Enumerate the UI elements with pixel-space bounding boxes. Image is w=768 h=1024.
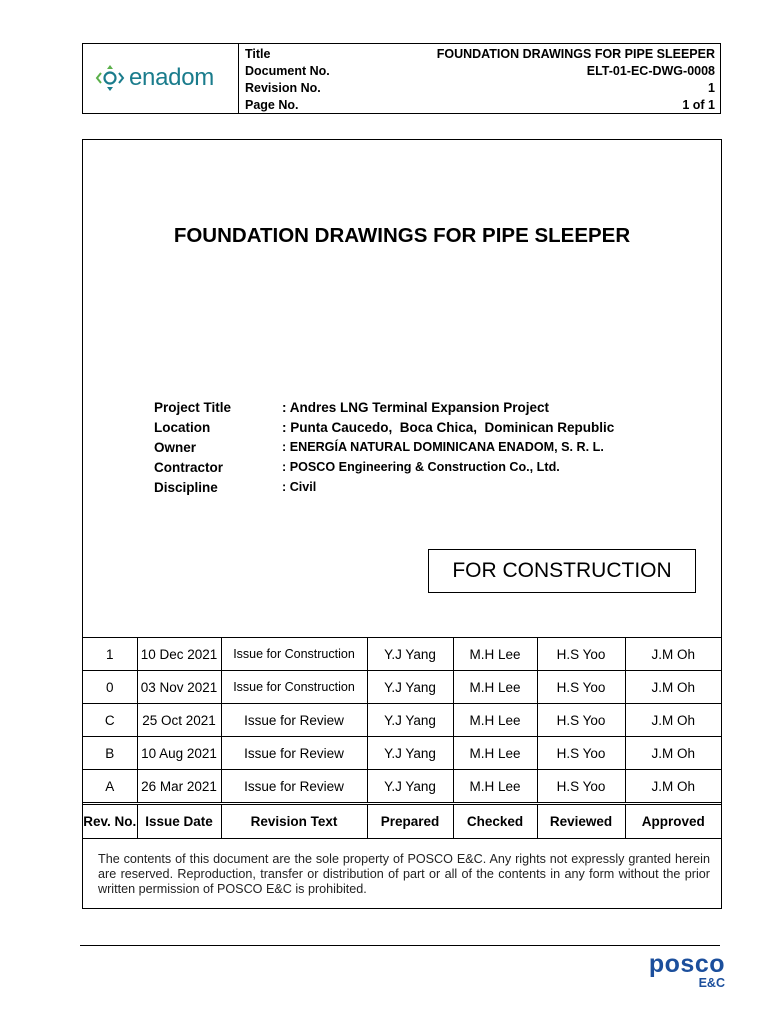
- reviewed-cell: H.S Yoo: [537, 638, 625, 671]
- enadom-emblem-icon: [95, 63, 125, 93]
- approved-cell: J.M Oh: [625, 737, 721, 770]
- table-row: [83, 770, 721, 804]
- approved-cell: J.M Oh: [625, 770, 721, 804]
- document-header: [82, 43, 721, 114]
- date-cell: 25 Oct 2021: [137, 704, 221, 737]
- approved-cell: J.M Oh: [625, 671, 721, 704]
- prepared-cell: Y.J Yang: [367, 770, 453, 804]
- rev-cell: B: [83, 737, 137, 770]
- header-revision-text: Revision Text: [221, 804, 367, 839]
- header-row-revision-no: [245, 81, 715, 98]
- date-cell: 26 Mar 2021: [137, 770, 221, 804]
- info-value: : ENERGÍA NATURAL DOMINICANA ENADOM, S. R. L.: [282, 440, 604, 454]
- revision-table: [83, 637, 721, 839]
- header-checked: Checked: [453, 804, 537, 839]
- rev-cell: 0: [83, 671, 137, 704]
- table-row: [83, 671, 721, 704]
- reviewed-cell: H.S Yoo: [537, 770, 625, 804]
- date-cell: 10 Aug 2021: [137, 737, 221, 770]
- footer-divider: [80, 945, 720, 946]
- for-construction-stamp: FOR CONSTRUCTION: [428, 549, 696, 593]
- table-row: [83, 704, 721, 737]
- date-cell: 10 Dec 2021: [137, 638, 221, 671]
- info-key: Project Title: [154, 400, 232, 415]
- approved-cell: J.M Oh: [625, 704, 721, 737]
- header-value: 1: [708, 81, 715, 95]
- revision-text-cell: Issue for Review: [221, 770, 367, 804]
- table-header-row: [83, 804, 721, 839]
- enadom-logo: [95, 63, 214, 93]
- checked-cell: M.H Lee: [453, 704, 537, 737]
- header-issue-date: Issue Date: [137, 804, 221, 839]
- checked-cell: M.H Lee: [453, 638, 537, 671]
- prepared-cell: Y.J Yang: [367, 704, 453, 737]
- info-value: : POSCO Engineering & Construction Co., Ltd.: [282, 460, 560, 474]
- revision-text-cell: Issue for Construction: [221, 638, 367, 671]
- prepared-cell: Y.J Yang: [367, 638, 453, 671]
- rev-cell: A: [83, 770, 137, 804]
- header-value: ELT-01-EC-DWG-0008: [586, 64, 715, 78]
- checked-cell: M.H Lee: [453, 737, 537, 770]
- header-label: Title: [245, 47, 271, 61]
- posco-logo: [630, 950, 725, 990]
- info-value: : Andres LNG Terminal Expansion Project: [282, 400, 550, 415]
- info-key: Contractor: [154, 460, 224, 475]
- header-label: Revision No.: [245, 81, 321, 95]
- checked-cell: M.H Lee: [453, 770, 537, 804]
- document-title: FOUNDATION DRAWINGS FOR PIPE SLEEPER: [173, 224, 631, 247]
- info-value: : Civil: [282, 480, 317, 494]
- header-rev-no: Rev. No.: [83, 804, 137, 839]
- header-value: 1 of 1: [682, 98, 715, 112]
- header-row-page-no: [245, 98, 715, 115]
- header-row-title: [245, 47, 715, 64]
- posco-logo-subtext: E&C: [698, 976, 725, 990]
- confidentiality-notice: The contents of this document are the sole property of POSCO E&C. Any rights not expressly granted herein are reserved. Reproduction, transfer or distribution of part or all of the contents in any form without the prior written permission of POSCO E&C is prohibited.: [98, 852, 710, 896]
- rev-cell: C: [83, 704, 137, 737]
- table-row: [83, 638, 721, 671]
- reviewed-cell: H.S Yoo: [537, 704, 625, 737]
- header-reviewed: Reviewed: [537, 804, 625, 839]
- reviewed-cell: H.S Yoo: [537, 737, 625, 770]
- header-approved: Approved: [625, 804, 721, 839]
- prepared-cell: Y.J Yang: [367, 737, 453, 770]
- revision-text-cell: Issue for Review: [221, 737, 367, 770]
- info-value: : Punta Caucedo, Boca Chica, Dominican Republic: [282, 420, 615, 435]
- header-label: Document No.: [245, 64, 330, 78]
- reviewed-cell: H.S Yoo: [537, 671, 625, 704]
- approved-cell: J.M Oh: [625, 638, 721, 671]
- date-cell: 03 Nov 2021: [137, 671, 221, 704]
- info-key: Location: [154, 420, 211, 435]
- info-key: Discipline: [154, 480, 218, 495]
- header-prepared: Prepared: [367, 804, 453, 839]
- info-key: Owner: [154, 440, 197, 455]
- revision-text-cell: Issue for Construction: [221, 671, 367, 704]
- rev-cell: 1: [83, 638, 137, 671]
- cover-sheet-frame: [82, 139, 722, 909]
- logo-text: enadom: [129, 64, 214, 91]
- header-value: FOUNDATION DRAWINGS FOR PIPE SLEEPER: [436, 47, 715, 61]
- header-label: Page No.: [245, 98, 299, 112]
- logo-cell: [83, 44, 239, 113]
- revision-text-cell: Issue for Review: [221, 704, 367, 737]
- prepared-cell: Y.J Yang: [367, 671, 453, 704]
- header-row-document-no: [245, 64, 715, 81]
- table-row: [83, 737, 721, 770]
- posco-logo-text: posco: [648, 950, 725, 978]
- checked-cell: M.H Lee: [453, 671, 537, 704]
